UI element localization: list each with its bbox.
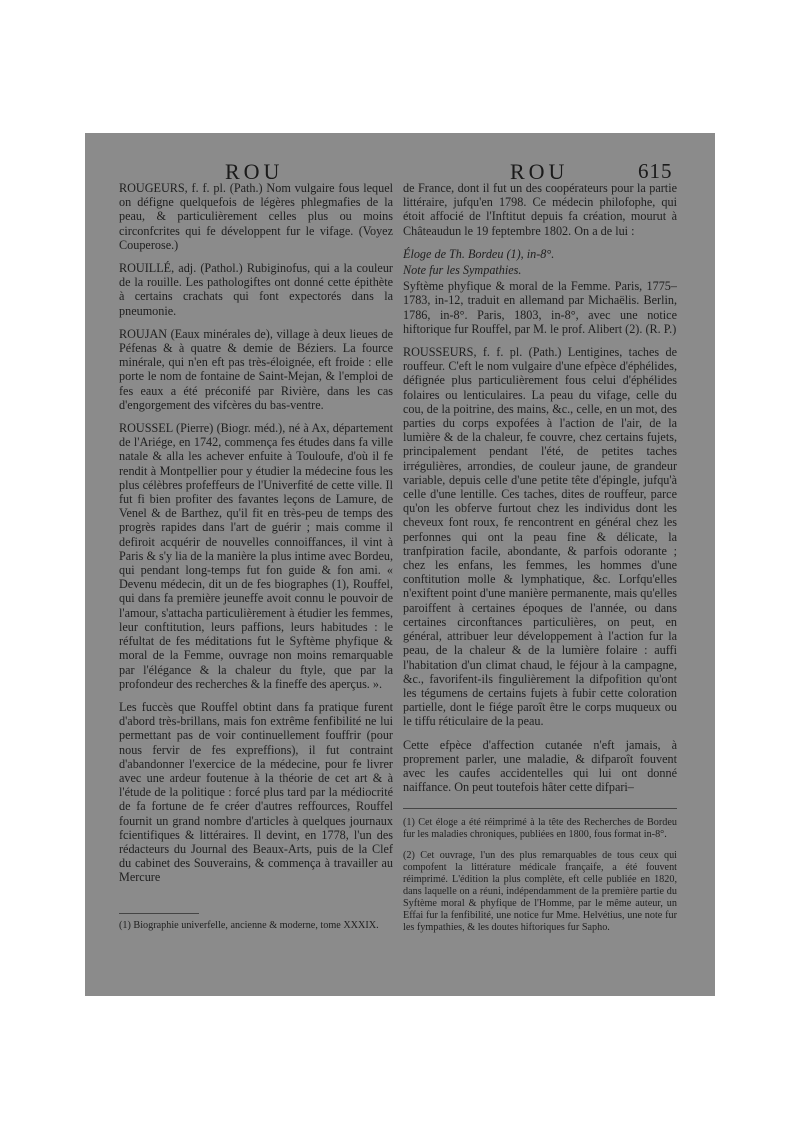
- entry-rousseurs-cont: Cette efpèce d'affection cutanée n'eft jamais, à proprement parler, une maladie, & difparoît fouvent avec les caufes accidentelles qui lui ont donné naiffance. On peut toutefois hâter cette difpari–: [403, 737, 677, 795]
- page-number: 615: [638, 159, 673, 183]
- footnote-left-1: (1) Biographie univerfelle, ancienne & moderne, tome XXXIX.: [119, 920, 379, 931]
- running-head-left: ROU: [225, 159, 284, 184]
- entry-rouille: ROUILLÉ, adj. (Pathol.) Rubiginofus, qui a la couleur de la rouille. Les pathologiftes ont donné cette épithète à certains crachats qui font expectorés dans la pneumonie.: [119, 261, 393, 318]
- footnote-right-1: (1) Cet éloge a été réimprimé à la tête des Recherches de Bordeu fur les maladies chroniques, publiées en 1800, fous format in-8°.: [403, 817, 677, 841]
- left-column: [119, 181, 393, 981]
- footnote-right-2: (2) Cet ouvrage, l'un des plus remarquables de tous ceux qui compofent la littérature médicale françaife, a été fouvent réimprimé. L'édition la plus complète, eft celle publiée en 1820, dans laquelle on a réuni, indépendamment de la première partie du Syftème moral & phyfique de l'Homme, par le même auteur, un Effai fur la fenfibilité, une notice fur Mme. Helvétius, une note fur les fympathies, & les doutes hiftoriques fur Sapho.: [403, 850, 677, 934]
- left-footnotes: [119, 913, 393, 935]
- entry-rousseurs: ROUSSEURS, f. f. pl. (Path.) Lentigines, taches de rouffeur. C'eft le nom vulgaire d'une efpèce d'éphélides, défignée plus particulièrement fous celui d'éphélides folaires ou lenticulaires. La peau du vifage, celle du cou, de la poitrine, des mains, &c., celle, en un mot, des parties du corps expofées à l'action de l'air, de la lumière & de la chaleur, fe couvre, chez certains fujets, principalement pendant l'été, de petites taches irrégulières, arrondies, de couleur jaune, de grandeur variable, depuis celle d'une petite tête d'épingle, jufqu'à celle d'une lentille. Ces taches, dites de rouffeur, parce qu'on les obferve furtout chez les individus dont les cheveux font roux, fe rencontrent en général chez les perfonnes qui ont la peau fine & délicate, la tranfpiration facile, abondante, & parfois odorante ; chez les enfans, les femmes, les hommes d'une conftitution molle & lymphatique, &c. Lorfqu'elles n'exiftent point d'une manière permanente, mais qu'elles paroiffent à certaines époques de l'année, ou dans certaines circonftances particulières, on peut, en général, attribuer leur développement à l'action fur la peau, de la chaleur & de la lumière folaire : auffi l'habitation d'un climat chaud, le féjour à la campagne, &c., favorifent-ils fingulièrement la difpofition qu'ont les tégumens de certains fujets à fubir cette coloration partielle, dont le fiége paroît être le corps muqueux ou le tiffu réticulaire de la peau.: [403, 345, 677, 729]
- entry-roussel-cont: Les fuccès que Rouffel obtint dans fa pratique furent d'abord très-brillans, mais fon extrême fenfibilité ne lui permettant pas de voir continuellement fouffrir (pour nous fervir de fes expreffions), il fut contraint d'abandonner l'exercice de la médecine, pour fe livrer avec une ardeur foutenue à la théorie de cet art & à l'étude de la politique : forcé plus tard par la médiocrité de fa fortune de fe créer d'autres reffources, Rouffel fournit un grand nombre d'articles à quelques journaux fcientifiques & littéraires. Il devint, en 1778, l'un des rédacteurs du Journal des Beaux-Arts, puis de la Clef du cabinet des Souverains, & commença à travailler au Mercure: [119, 699, 393, 885]
- entry-roujan: ROUJAN (Eaux minérales de), village à deux lieues de Péfenas & à quatre & demie de Béziers. La fource minérale, qui n'en eft pas très-éloignée, eft froide : elle porte le nom de fontaine de Saint-Mejan, & l'emploi de fes eaux a été préconifé par Rivière, dans les cas d'engorgement des vifcères du bas-ventre.: [119, 326, 393, 412]
- entry-roussel: ROUSSEL (Pierre) (Biogr. méd.), né à Ax, département de l'Ariége, en 1742, commença fes études dans fa ville natale & alla les achever enfuite à Touloufe, d'où il fe rendit à Montpellier pour y étudier la médecine fous les plus célèbres profeffeurs de l'Univerfité de cette ville. Il fut fi bien profiter des favantes leçons de Lamure, de Venel & de Barthez, qu'il fit en très-peu de temps des progrès rapides dans l'art de guérir ; mais comme il defiroit acquérir de nouvelles connoiffances, il vint à Paris & s'y lia de la manière la plus intime avec Bordeu, qui pendant long-temps fut fon guide & fon ami. « Devenu médecin, dit un de fes biographes (1), Rouffel, qui dans fa première jeuneffe avoit connu le pouvoir de l'amour, s'attacha particulièrement à étudier les femmes, leur conftitution, leurs paffions, leurs habitudes : le réfultat de fes méditations fut le Syftème phyfique & moral de la Femme, ouvrage non moins remarquable par l'élégance & la chaleur du ftyle, que par la profondeur des recherches & la fineffe des aperçus. ».: [119, 421, 393, 691]
- work-systeme: Syftème phyfique & moral de la Femme. Paris, 1775–1783, in-12, traduit en allemand par Michaëlis. Berlin, 1786, in-8°. Paris, 1803, in-8°, avec une notice hiftorique fur Rouffel, par M. le prof. Alibert (2). (R. P.): [403, 279, 677, 336]
- footnote-rule: [119, 913, 199, 914]
- entry-rougeurs: ROUGEURS, f. f. pl. (Path.) Nom vulgaire fous lequel on défigne quelquefois de légères phlegmafies de la peau, & particulièrement celles plus ou moins circonfcrites qui fe développent fur le vifage. (Voyez Couperose.): [119, 181, 393, 252]
- roussel-continuation: de France, dont il fut un des coopérateurs pour la partie littéraire, jufqu'en 1798. Ce médecin philofophe, qui étoit affocié de l'Inftitut depuis fa création, mourut à Châteaudun le 19 feptembre 1802. On a de lui :: [403, 181, 677, 238]
- work-note: Note fur les Sympathies.: [403, 263, 522, 278]
- footnote-rule: [403, 808, 677, 809]
- scanned-page: [85, 133, 715, 996]
- running-head-right: ROU: [510, 159, 569, 184]
- right-column: [403, 181, 677, 981]
- work-eloge: Éloge de Th. Bordeu (1), in-8°.: [403, 246, 555, 261]
